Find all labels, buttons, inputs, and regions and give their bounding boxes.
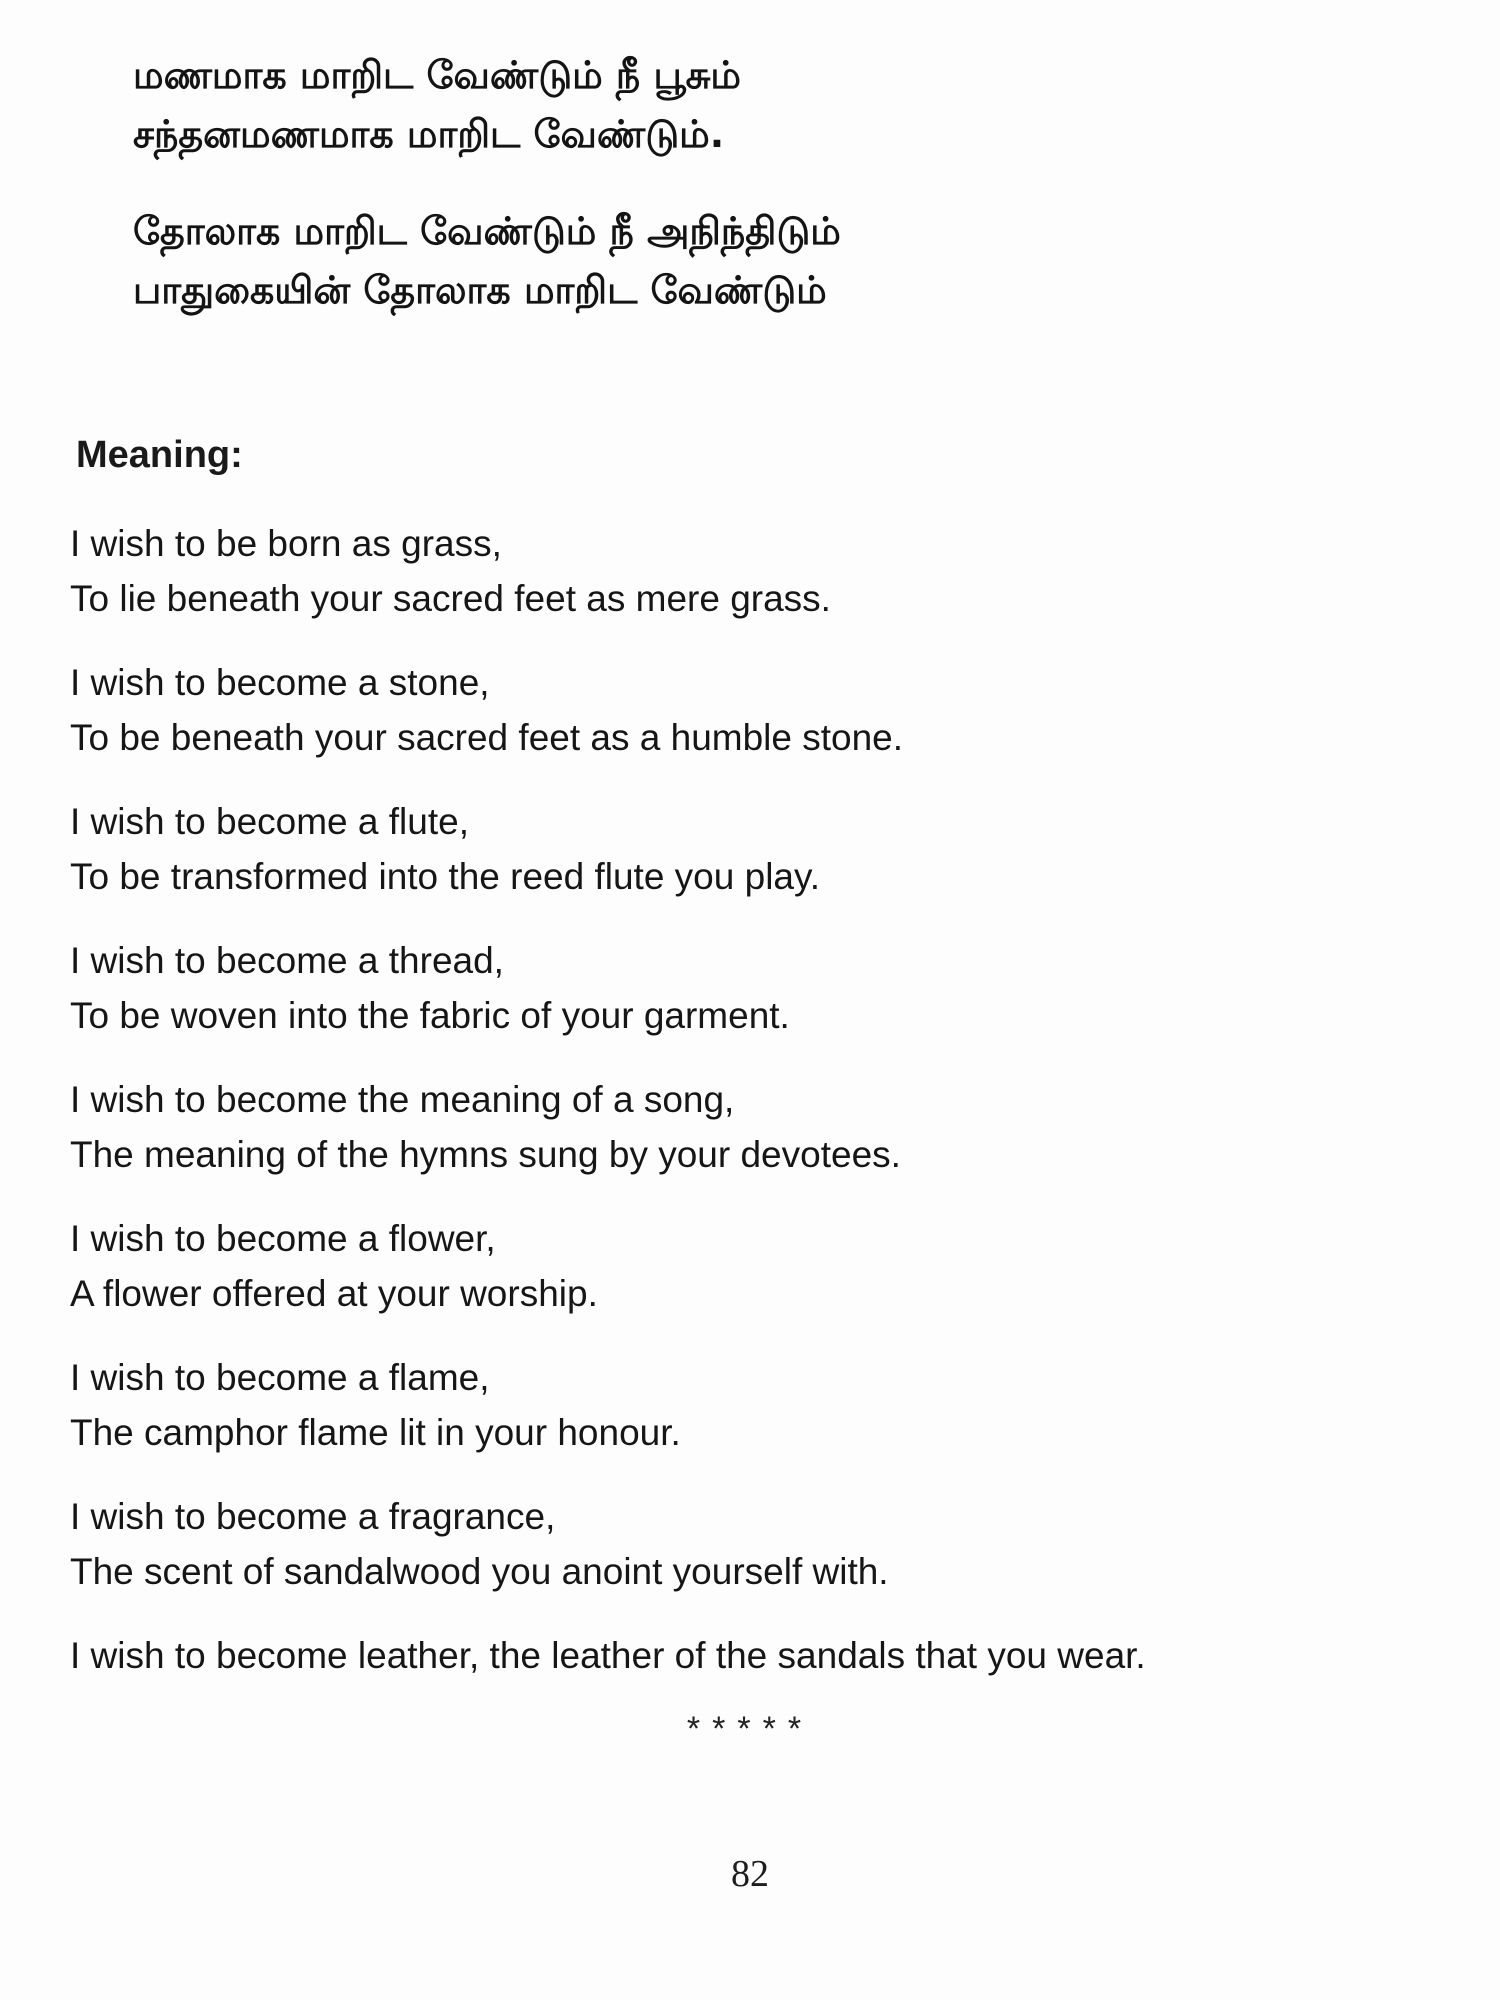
verse-line: To lie beneath your sacred feet as mere grass. [70, 578, 831, 619]
meaning-stanza [70, 1628, 1470, 1683]
meaning-stanza [70, 1072, 1470, 1182]
verse-line: I wish to become a fragrance, [70, 1496, 556, 1537]
verse-line: To be beneath your sacred feet as a humble stone. [70, 717, 904, 758]
verse-line: I wish to be born as grass, [70, 523, 502, 564]
meaning-stanza [70, 516, 1470, 626]
meaning-stanza [70, 794, 1470, 904]
meaning-stanza [70, 655, 1470, 765]
verse-line: The scent of sandalwood you anoint yourself with. [70, 1551, 889, 1592]
meaning-stanza [70, 1489, 1470, 1599]
meaning-stanza [70, 1211, 1470, 1321]
tamil-line: சந்தனமணமாக மாறிட வேண்டும். [133, 112, 725, 156]
tamil-stanza-1 [133, 46, 1433, 164]
verse-line: I wish to become the meaning of a song, [70, 1079, 735, 1120]
meaning-heading: Meaning: [76, 434, 243, 476]
verse-line: I wish to become a thread, [70, 940, 504, 981]
verse-line: I wish to become a flower, [70, 1218, 496, 1259]
page-number: 82 [731, 1853, 769, 1895]
verse-line: I wish to become a stone, [70, 662, 490, 703]
verse-line: I wish to become leather, the leather of the sandals that you wear. [70, 1635, 1146, 1676]
tamil-line: தோலாக மாறிட வேண்டும் நீ அநிந்திடும் [133, 209, 841, 253]
verse-line: To be woven into the fabric of your garment. [70, 995, 790, 1036]
section-separator: ***** [686, 1710, 814, 1748]
verse-line: I wish to become a flame, [70, 1357, 490, 1398]
tamil-line: பாதுகையின் தோலாக மாறிட வேண்டும் [133, 268, 827, 312]
meaning-verses [70, 516, 1470, 1712]
verse-line: The meaning of the hymns sung by your devotees. [70, 1134, 901, 1175]
verse-line: To be transformed into the reed flute you play. [70, 856, 821, 897]
tamil-stanza-2 [133, 202, 1433, 320]
tamil-line: மணமாக மாறிட வேண்டும் நீ பூசும் [133, 53, 741, 97]
verse-line: A flower offered at your worship. [70, 1273, 598, 1314]
verse-line: The camphor flame lit in your honour. [70, 1412, 681, 1453]
verse-line: I wish to become a flute, [70, 801, 469, 842]
meaning-stanza [70, 1350, 1470, 1460]
meaning-stanza [70, 933, 1470, 1043]
